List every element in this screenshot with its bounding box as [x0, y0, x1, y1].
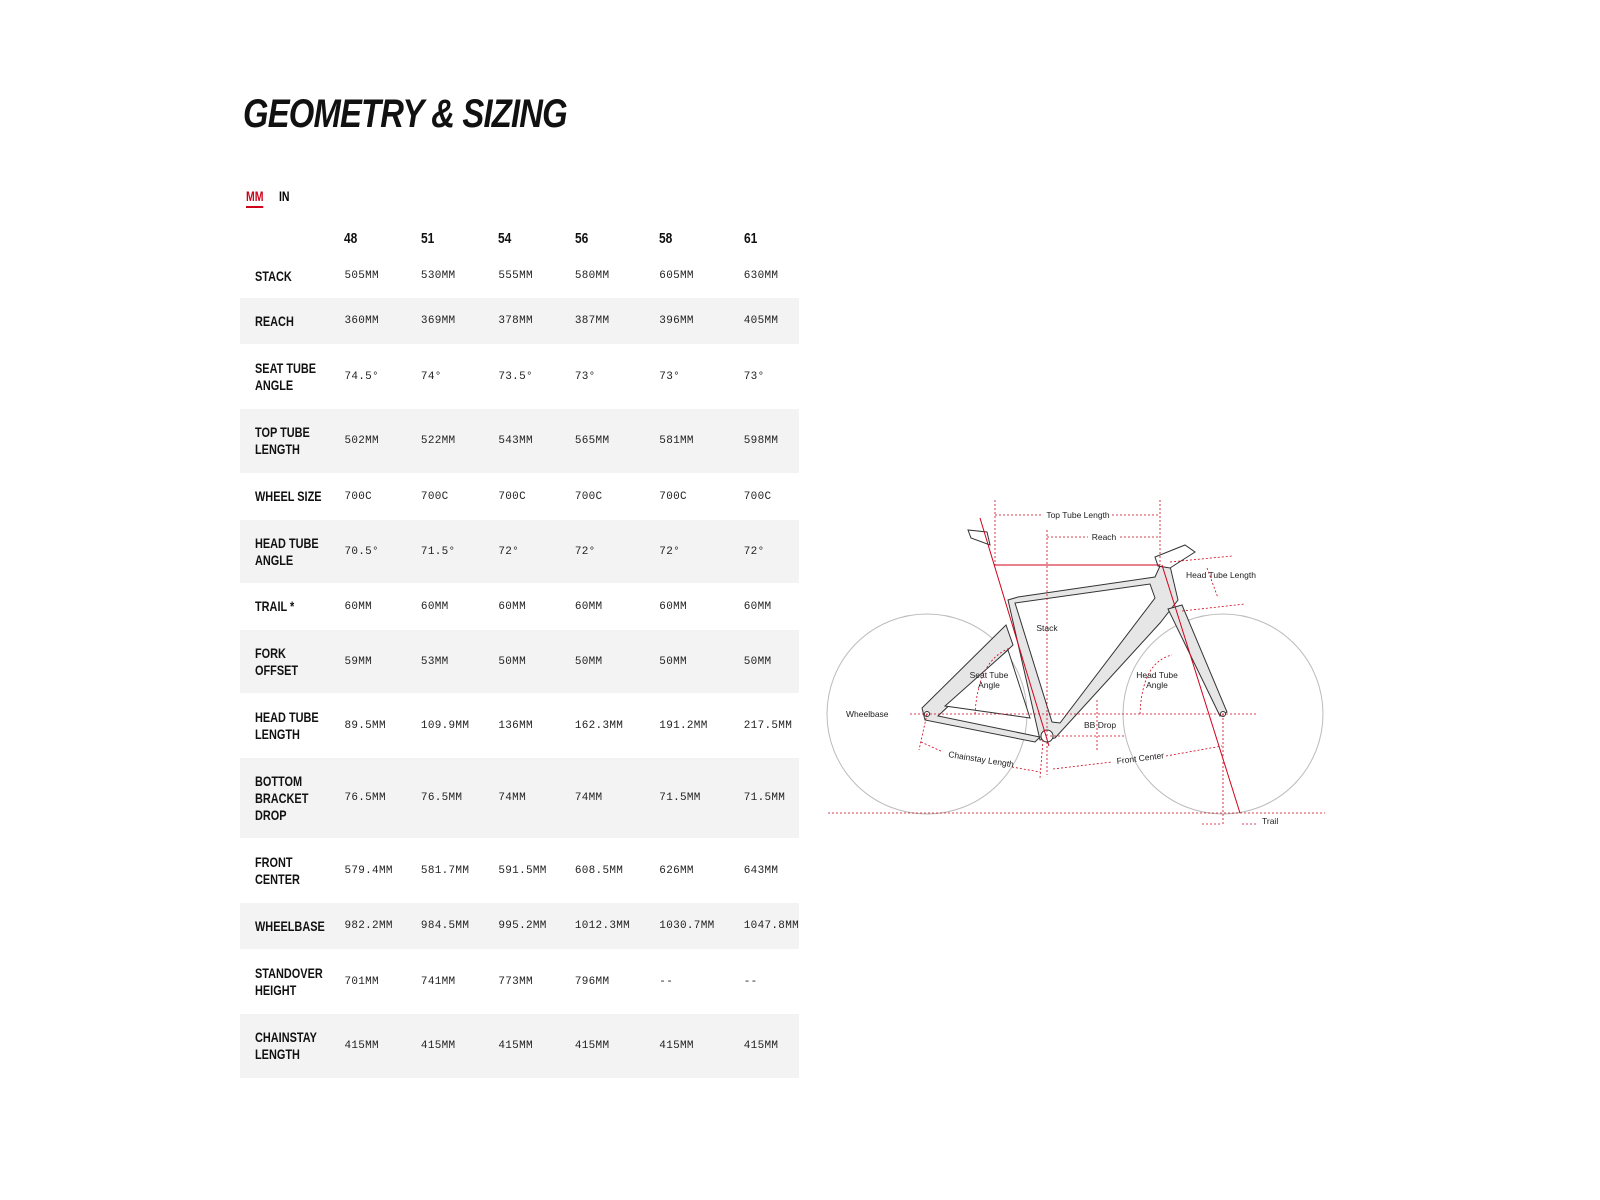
value-cell: 72°: [659, 545, 681, 558]
value-cell: 700C: [344, 490, 373, 503]
value-cell: 191.2MM: [659, 719, 708, 732]
unit-mm-tab[interactable]: MM: [246, 188, 263, 208]
table-row: [240, 758, 799, 838]
row-label: WHEELBASE: [255, 917, 325, 934]
page-title: GEOMETRY & SIZING: [243, 92, 567, 136]
value-cell: 982.2MM: [344, 920, 393, 932]
value-cell: 217.5MM: [743, 719, 793, 732]
label-chainstay-length: Chainstay Length: [947, 749, 1015, 770]
value-cell: 581.7MM: [420, 864, 470, 877]
value-cell: 643MM: [743, 864, 779, 877]
value-cell: 74°: [420, 370, 442, 383]
row-label: TRAIL *: [255, 598, 295, 614]
table-row: [240, 903, 799, 949]
corner-cell: [240, 222, 344, 254]
row-label: HEAD TUBE ANGLE: [255, 534, 319, 568]
row-label: FRONT CENTER: [255, 853, 300, 887]
label-seat-tube-angle-2: Angle: [978, 680, 1000, 690]
size-header: 56: [574, 229, 589, 247]
value-cell: 530MM: [420, 270, 456, 282]
value-cell: 415MM: [344, 1040, 379, 1052]
value-cell: --: [743, 975, 758, 988]
value-cell: 50MM: [498, 655, 526, 668]
label-reach: Reach: [1091, 532, 1117, 542]
value-cell: 50MM: [574, 655, 603, 668]
value-cell: 71.5°: [420, 545, 456, 558]
label-trail: Trail: [1262, 816, 1279, 826]
table-row: [240, 630, 799, 693]
label-seat-tube-angle: Seat Tube: [969, 670, 1009, 680]
label-top-tube-length: Top Tube Length: [1046, 510, 1110, 520]
value-cell: 74.5°: [344, 370, 379, 383]
row-label: REACH: [255, 312, 294, 329]
value-cell: 608.5MM: [574, 864, 624, 877]
value-cell: 396MM: [659, 315, 694, 327]
row-label: STACK: [255, 267, 292, 284]
table-row: [240, 693, 799, 758]
size-header-row: [240, 222, 799, 254]
value-cell: 700C: [659, 490, 687, 503]
label-front-center: Front Center: [1116, 750, 1165, 766]
value-cell: 415MM: [498, 1040, 533, 1052]
value-cell: 505MM: [344, 270, 379, 282]
value-cell: 89.5MM: [344, 719, 386, 732]
value-cell: 598MM: [743, 435, 779, 447]
value-cell: 59MM: [344, 655, 373, 668]
row-label: STANDOVER HEIGHT: [255, 964, 323, 998]
value-cell: 60MM: [344, 600, 373, 613]
value-cell: 591.5MM: [498, 864, 547, 877]
value-cell: 995.2MM: [498, 920, 547, 932]
value-cell: 60MM: [574, 600, 603, 613]
value-cell: 71.5MM: [659, 792, 701, 804]
value-cell: 53MM: [420, 655, 449, 668]
label-stack: Stack: [1036, 623, 1058, 633]
value-cell: 1030.7MM: [659, 920, 715, 932]
value-cell: 50MM: [743, 655, 772, 668]
row-label: HEAD TUBE LENGTH: [255, 708, 319, 742]
value-cell: 136MM: [498, 719, 533, 732]
value-cell: 984.5MM: [420, 920, 470, 932]
table-row: [240, 1014, 799, 1078]
table-row: [240, 409, 799, 473]
value-cell: 555MM: [498, 270, 533, 282]
value-cell: 522MM: [420, 435, 456, 447]
row-label: SEAT TUBE ANGLE: [255, 359, 317, 393]
value-cell: 76.5MM: [344, 792, 386, 804]
value-cell: 415MM: [420, 1040, 456, 1052]
value-cell: 71.5MM: [743, 792, 786, 804]
value-cell: 605MM: [659, 270, 694, 282]
value-cell: 1047.8MM: [743, 920, 799, 932]
value-cell: 60MM: [420, 600, 449, 613]
value-cell: 700C: [420, 490, 449, 503]
unit-toggle: [246, 188, 293, 208]
value-cell: --: [659, 975, 674, 988]
value-cell: 378MM: [498, 315, 533, 327]
row-label: TOP TUBE LENGTH: [255, 424, 310, 457]
value-cell: 70.5°: [344, 545, 379, 558]
table-row: [240, 254, 799, 298]
value-cell: 543MM: [498, 435, 533, 447]
value-cell: 73°: [743, 370, 765, 383]
value-cell: 630MM: [743, 270, 779, 282]
value-cell: 73°: [659, 370, 681, 383]
value-cell: 741MM: [420, 975, 456, 988]
bike-geometry-diagram: [820, 490, 1340, 840]
size-header: 54: [498, 229, 512, 247]
size-header: 61: [743, 229, 758, 247]
table-row: [240, 298, 799, 344]
value-cell: 415MM: [659, 1040, 694, 1052]
value-cell: 700C: [498, 490, 526, 503]
value-cell: 76.5MM: [420, 792, 463, 804]
row-label: FORK OFFSET: [255, 644, 299, 678]
value-cell: 405MM: [743, 315, 779, 327]
value-cell: 72°: [743, 545, 765, 558]
table-row: [240, 473, 799, 520]
table-row: [240, 344, 799, 409]
value-cell: 579.4MM: [344, 864, 393, 877]
value-cell: 74MM: [574, 792, 603, 804]
table-row: [240, 949, 799, 1014]
row-label: BOTTOM BRACKET DROP: [255, 772, 309, 823]
value-cell: 72°: [498, 545, 520, 558]
frame: [922, 530, 1227, 742]
value-cell: 1012.3MM: [574, 920, 631, 932]
value-cell: 60MM: [498, 600, 526, 613]
row-label: WHEEL SIZE: [255, 488, 322, 504]
label-head-tube-angle: Head Tube: [1136, 670, 1178, 680]
table-row: [240, 583, 799, 630]
unit-in-tab[interactable]: IN: [279, 188, 290, 204]
value-cell: 109.9MM: [420, 719, 470, 732]
value-cell: 581MM: [659, 435, 694, 447]
value-cell: 796MM: [574, 975, 610, 988]
value-cell: 700C: [574, 490, 603, 503]
value-cell: 369MM: [420, 315, 456, 327]
value-cell: 700C: [743, 490, 772, 503]
row-label: CHAINSTAY LENGTH: [255, 1029, 317, 1062]
value-cell: 360MM: [344, 315, 379, 327]
value-cell: 626MM: [659, 864, 694, 877]
size-header: 58: [659, 229, 673, 247]
geometry-table: [240, 222, 799, 1078]
value-cell: 73.5°: [498, 370, 533, 383]
label-wheelbase: Wheelbase: [846, 709, 889, 719]
value-cell: 72°: [574, 545, 596, 558]
size-header: 48: [344, 229, 358, 247]
value-cell: 73°: [574, 370, 596, 383]
value-cell: 502MM: [344, 435, 379, 447]
value-cell: 162.3MM: [574, 719, 624, 732]
value-cell: 701MM: [344, 975, 379, 988]
label-bb-drop: BB Drop: [1084, 720, 1117, 730]
value-cell: 565MM: [574, 435, 610, 447]
value-cell: 415MM: [743, 1040, 779, 1052]
value-cell: 773MM: [498, 975, 533, 988]
value-cell: 387MM: [574, 315, 610, 327]
label-head-tube-length: Head Tube Length: [1186, 570, 1256, 580]
value-cell: 60MM: [743, 600, 772, 613]
value-cell: 50MM: [659, 655, 687, 668]
value-cell: 60MM: [659, 600, 687, 613]
table-row: [240, 838, 799, 903]
label-head-tube-angle-2: Angle: [1146, 680, 1168, 690]
table-row: [240, 520, 799, 583]
value-cell: 74MM: [498, 792, 526, 804]
size-header: 51: [420, 229, 435, 247]
value-cell: 580MM: [574, 270, 610, 282]
value-cell: 415MM: [574, 1040, 610, 1052]
